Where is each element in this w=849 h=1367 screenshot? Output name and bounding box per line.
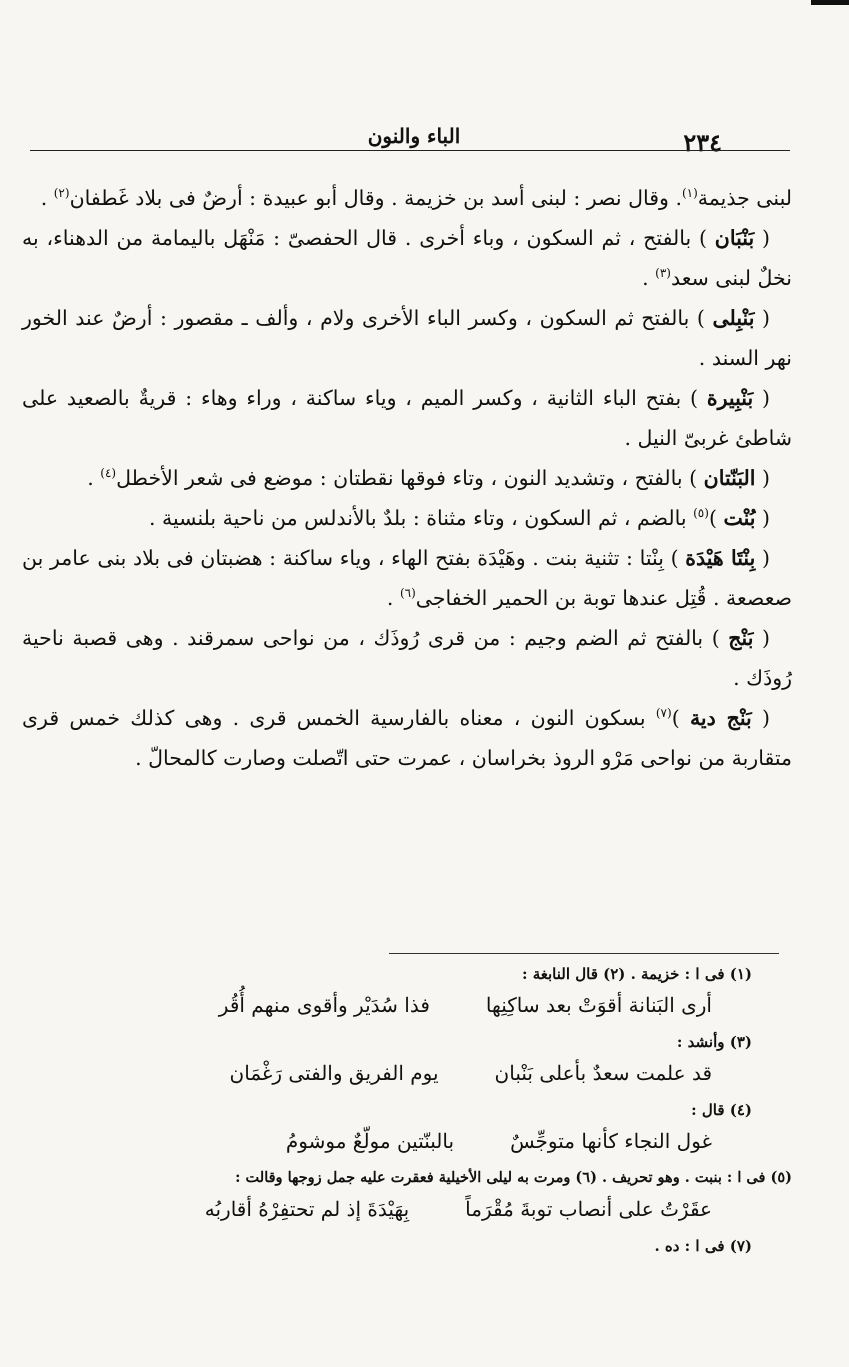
entry-banban: ( بَنْبَان ) بالفتح ، ثم السكون ، وباء أخرى . قال الحفصىّ : مَنْهَل باليمامة من الدهناء، به نخلٌ لبنى سعد$^{(٣)}$ . [22, 226, 792, 290]
verse-hemistich: عقَرْتُ على أنصاب توبةَ مُقْرَماً [465, 1197, 712, 1221]
footnote-ref: (٤) [100, 466, 117, 481]
verse-hemistich: بِهَيْدَةَ إذ لم تحتفِرْهُ أقاربُه [204, 1197, 410, 1221]
entry-banbira: ( بَنْبِيرة ) بفتح الباء الثانية ، وكسر الميم ، وياء ساكنة ، وراء وهاء : قريةٌ بالصعيد على شاطئ غربىّ النيل . [22, 386, 792, 450]
entry-banbila: ( بَنْبِلى ) بالفتح ثم السكون ، وكسر الباء الأخرى ولام ، وألف ـ مقصور : أرضٌ عند الخور نهر السند . [22, 306, 792, 370]
entry-albanatan: ( البَنّتان ) بالفتح ، وتشديد النون ، وتاء فوقها نقطتان : موضع فى شعر الأخطل$^{(٤)}$ . [87, 466, 770, 490]
header-rule [30, 150, 790, 151]
verse-hemistich: غول النجاء كأنها متوجِّسٌ [510, 1129, 712, 1153]
page-header [30, 118, 798, 158]
page-corner-mark [811, 0, 849, 5]
verse-hemistich: فذا سُدَيْر وأقوى منهم أُقُر [218, 993, 430, 1017]
verse-banban [22, 1054, 792, 1092]
footnotes [22, 962, 792, 1258]
verse-hemistich: قد علمت سعدٌ بأعلى بَنْبان [494, 1061, 712, 1085]
running-title: الباء والنون [367, 124, 461, 148]
footnote-ref: (١) [681, 186, 698, 201]
entry-continuation: لبنى جذيمة$^{(١)}$. وقال نصر : لبنى أسد بن خزيمة . وقال أبو عبيدة : أرضٌ فى بلاد غَطفان$^{(٢)}$ . [40, 186, 792, 210]
page-number: ٢٣٤ [683, 128, 722, 157]
footnote-ref: (٣) [655, 266, 671, 281]
main-text [22, 178, 792, 778]
footnote-7: (٧) فى ا : ده . [654, 1237, 752, 1255]
footnote-ref: (٢) [53, 186, 70, 201]
footnote-ref: (٥) [693, 506, 709, 521]
footnote-ref: (٧) [655, 706, 672, 721]
verse-hemistich: أرى البَنانة أقوَتْ بعد ساكِنِها [485, 993, 712, 1017]
footnote-1-2: (١) فى ا : خزيمة . (٢) قال النابغة : [521, 965, 752, 983]
verse-layla [22, 1190, 792, 1228]
entry-bintahayda: ( بِنْتَا هَيْدَة ) بِنْتا : تثنية بنت . وهَيْدَة بفتح الهاء ، وياء ساكنة : هضبتان فى بلاد بنى عامر بن صعصعة . قُتِل عندها توبة بن الحمير الخفاجى$^{(٦)}$ . [22, 546, 792, 610]
verse-banatan [22, 1122, 792, 1160]
footnote-ref: (٦) [399, 586, 416, 601]
entry-bunt: ( بُنْت )$^{(٥)}$ بالضم ، ثم السكون ، وتاء مثناة : بلدٌ بالأندلس من ناحية بلنسية . [148, 506, 770, 530]
entry-banj: ( بَنْج ) بالفتح ثم الضم وجيم : من قرى رُوذَك ، من نواحى سمرقند . وهى قصبة ناحية رُوذَك . [22, 626, 792, 690]
footnote-3: (٣) وأنشد : [676, 1033, 752, 1051]
footnote-rule [389, 953, 779, 954]
verse-hemistich: بالبنّتين مولّعٌ موشومُ [285, 1129, 455, 1153]
footnote-4: (٤) قال : [691, 1101, 752, 1119]
entry-banjdiya: ( بَنْج دية )$^{(٧)}$ بسكون النون ، معناه بالفارسية الخمس قرى . وهى كذلك خمس قرى متقاربة من نواحى مَرْو الروذ بخراسان ، عمرت حتى اتّصلت وصارت كالمحالّ . [22, 706, 792, 770]
verse-hemistich: يوم الفريق والفتى رَغْمَان [229, 1061, 439, 1085]
footnote-5-6: (٥) فى ا : بنبت . وهو تحريف . (٦) ومرت به ليلى الأخيلية فعقرت عليه جمل زوجها وقالت : [235, 1169, 792, 1186]
verse-nabigha [22, 986, 792, 1024]
